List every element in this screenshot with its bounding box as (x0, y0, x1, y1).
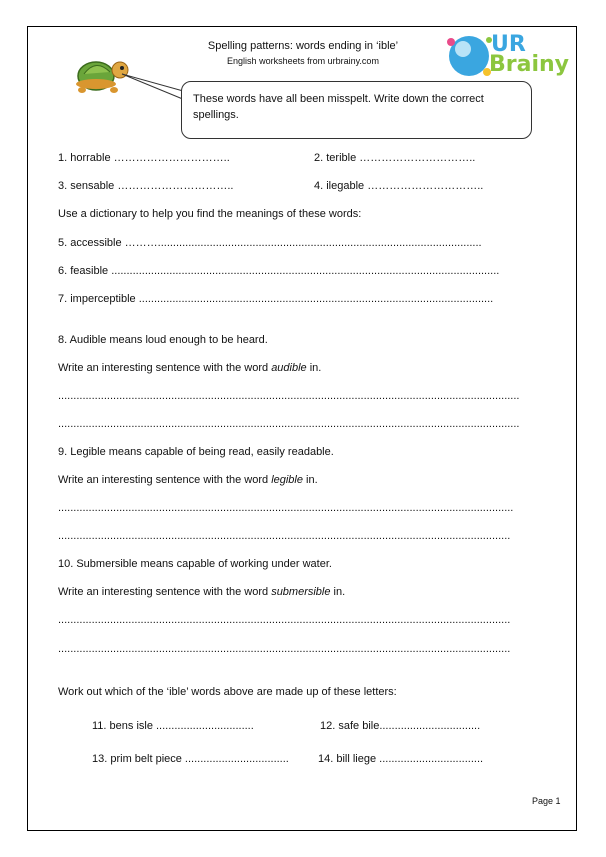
question-5: 5. accessible ……….......................................................................................................... (58, 237, 482, 249)
prompt-word: legible (271, 474, 303, 486)
logo-line2: Brainy (489, 52, 570, 77)
prompt-text: Write an interesting sentence with the word (58, 474, 272, 486)
prompt-word: audible (271, 362, 307, 374)
logo-line1: UR (491, 32, 526, 57)
callout-text: These words have all been misspelt. Write down the correct spellings. (193, 93, 484, 121)
question-9-definition: 9. Legible means capable of being read, easily readable. (58, 446, 334, 458)
answer-line: .................................................................................................................................................... (58, 530, 511, 542)
question-2: 2. terible ………………………….. (314, 152, 476, 164)
answer-line: ..................................................................................................................................................... (58, 502, 514, 514)
prompt-end: in. (306, 362, 322, 374)
question-3: 3. sensable ………………………….. (58, 180, 234, 192)
answer-line: .................................................................................................................................................... (58, 643, 511, 655)
question-10-definition: 10. Submersible means capable of working under water. (58, 558, 332, 570)
page-title: Spelling patterns: words ending in ‘ible’ (207, 40, 399, 52)
dictionary-instruction: Use a dictionary to help you find the meanings of these words: (58, 208, 362, 220)
question-14: 14. bill liege .................................. (318, 753, 484, 765)
instruction-callout (181, 81, 532, 139)
answer-line: ....................................................................................................................................................... (58, 418, 520, 430)
prompt-text: Write an interesting sentence with the word (58, 362, 272, 374)
answer-line: ....................................................................................................................................................... (58, 390, 520, 402)
question-11: 11. bens isle ................................ (92, 720, 254, 732)
question-10-prompt (58, 586, 345, 598)
question-6: 6. feasible ............................................................................................................................... (58, 265, 500, 277)
question-7: 7. imperceptible .................................................................................................................... (58, 293, 494, 305)
prompt-word: submersible (271, 586, 331, 598)
question-8-prompt (58, 362, 321, 374)
question-8-definition: 8. Audible means loud enough to be heard. (58, 334, 268, 346)
question-13: 13. prim belt piece .................................. (92, 753, 289, 765)
question-12: 12. safe bile................................. (320, 720, 481, 732)
prompt-end: in. (330, 586, 346, 598)
page-number: Page 1 (532, 796, 561, 806)
prompt-text: Write an interesting sentence with the word (58, 586, 272, 598)
page-subtitle: English worksheets from urbrainy.com (227, 56, 379, 66)
question-4: 4. ilegable ………………………….. (314, 180, 484, 192)
prompt-end: in. (303, 474, 318, 486)
question-1: 1. horrable ………………………….. (58, 152, 230, 164)
answer-line: .................................................................................................................................................... (58, 614, 511, 626)
question-9-prompt (58, 474, 318, 486)
anagram-instruction: Work out which of the ‘ible’ words above are made up of these letters: (58, 686, 397, 698)
